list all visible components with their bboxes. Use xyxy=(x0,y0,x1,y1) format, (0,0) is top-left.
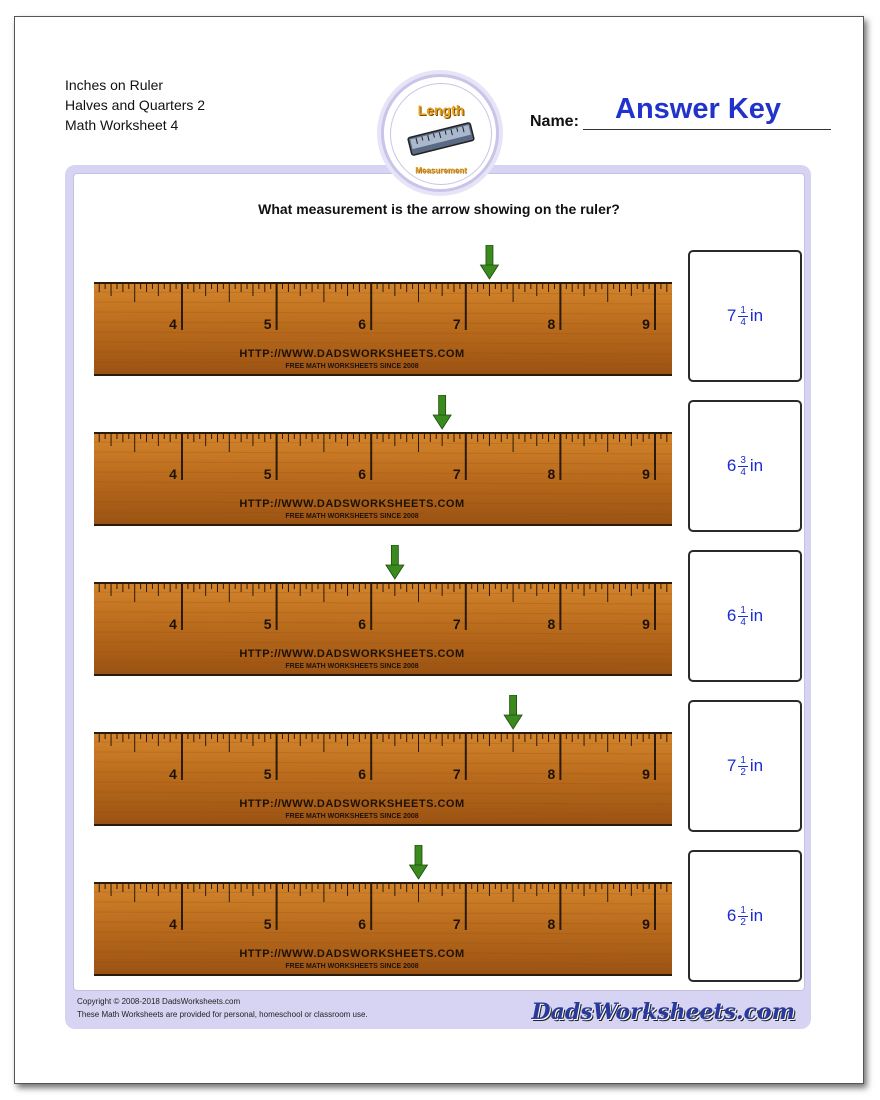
answer-value xyxy=(727,305,763,328)
answer-value xyxy=(727,755,763,778)
answer-fraction xyxy=(738,755,748,778)
ruler-problem-1 xyxy=(94,245,672,379)
ruler-number: 6 xyxy=(358,616,367,632)
answer-box-2 xyxy=(688,400,802,532)
ruler-number: 4 xyxy=(169,616,177,632)
ruler-number: 5 xyxy=(263,766,272,782)
name-label: Name: xyxy=(530,113,579,130)
answer-whole: 6 xyxy=(726,606,737,625)
ruler-number: 9 xyxy=(642,466,650,482)
ruler-number: 4 xyxy=(169,316,177,332)
answer-whole: 6 xyxy=(726,906,737,925)
ruler-tagline: FREE MATH WORKSHEETS SINCE 2008 xyxy=(285,963,419,970)
ruler-problem-4 xyxy=(94,695,672,829)
ruler-number: 6 xyxy=(358,766,367,782)
worksheet-title: Inches on Ruler xyxy=(65,77,164,93)
ruler-icon xyxy=(405,118,477,160)
copyright-text: Copyright © 2008-2018 DadsWorksheets.com xyxy=(77,997,241,1006)
ruler-problem-5 xyxy=(94,845,672,979)
ruler-tagline: FREE MATH WORKSHEETS SINCE 2008 xyxy=(285,363,419,370)
ruler-url: HTTP://WWW.DADSWORKSHEETS.COM xyxy=(239,648,465,660)
ruler-problem-2 xyxy=(94,395,672,529)
answer-whole: 6 xyxy=(726,456,737,475)
ruler-number: 5 xyxy=(263,616,272,632)
answer-value xyxy=(727,905,763,928)
ruler-number: 7 xyxy=(452,466,461,482)
answer-fraction xyxy=(738,605,748,628)
fraction-denominator: 2 xyxy=(740,916,746,928)
answer-unit: in xyxy=(749,306,764,325)
answer-key-label: Answer Key xyxy=(615,93,782,125)
answer-box-3 xyxy=(688,550,802,682)
answer-box-5 xyxy=(688,850,802,982)
ruler-tagline: FREE MATH WORKSHEETS SINCE 2008 xyxy=(285,663,419,670)
ruler-number: 9 xyxy=(642,766,650,782)
answer-unit: in xyxy=(749,456,764,475)
pointer-arrow-icon xyxy=(504,695,522,729)
name-line xyxy=(583,129,831,130)
ruler-number: 8 xyxy=(547,616,556,632)
answer-fraction xyxy=(738,905,748,928)
pointer-arrow-icon xyxy=(433,395,451,429)
length-measurement-logo xyxy=(381,74,499,192)
worksheet-number: Math Worksheet 4 xyxy=(65,117,179,133)
fraction-numerator: 1 xyxy=(740,754,746,766)
pointer-arrow-icon xyxy=(480,245,498,279)
ruler-number: 6 xyxy=(358,466,367,482)
fraction-denominator: 4 xyxy=(740,616,746,628)
worksheet-page xyxy=(14,16,864,1084)
ruler-number: 4 xyxy=(169,916,177,932)
answer-fraction xyxy=(738,305,748,328)
question-text: What measurement is the arrow showing on the ruler? xyxy=(258,201,620,217)
ruler-number: 9 xyxy=(642,616,650,632)
ruler-number: 7 xyxy=(452,766,461,782)
answer-whole: 7 xyxy=(726,756,737,775)
ruler-number: 4 xyxy=(169,466,177,482)
answer-unit: in xyxy=(749,606,764,625)
ruler-number: 5 xyxy=(263,316,272,332)
ruler-url: HTTP://WWW.DADSWORKSHEETS.COM xyxy=(239,348,465,360)
ruler-number: 6 xyxy=(358,916,367,932)
ruler-number: 8 xyxy=(547,916,556,932)
ruler-number: 4 xyxy=(169,766,177,782)
pointer-arrow-icon xyxy=(410,845,428,879)
fraction-numerator: 1 xyxy=(740,304,746,316)
ruler-number: 5 xyxy=(263,466,272,482)
worksheet-subtitle: Halves and Quarters 2 xyxy=(65,97,206,113)
answer-whole: 7 xyxy=(726,306,737,325)
ruler-number: 7 xyxy=(452,616,461,632)
logo-bottom-text: Measurement xyxy=(415,166,467,175)
fraction-denominator: 4 xyxy=(740,316,746,328)
ruler-number: 7 xyxy=(452,316,461,332)
ruler-number: 8 xyxy=(547,316,556,332)
logo-top-text: Length xyxy=(417,102,465,118)
ruler-number: 5 xyxy=(263,916,272,932)
problems-frame xyxy=(65,165,811,1029)
fraction-denominator: 4 xyxy=(740,466,746,478)
ruler-number: 7 xyxy=(452,916,461,932)
fraction-denominator: 2 xyxy=(740,766,746,778)
ruler-tagline: FREE MATH WORKSHEETS SINCE 2008 xyxy=(285,813,419,820)
answer-unit: in xyxy=(749,756,764,775)
ruler-number: 9 xyxy=(642,916,650,932)
ruler-number: 6 xyxy=(358,316,367,332)
ruler-url: HTTP://WWW.DADSWORKSHEETS.COM xyxy=(239,948,465,960)
ruler-number: 9 xyxy=(642,316,650,332)
fraction-numerator: 1 xyxy=(740,604,746,616)
dadsworksheets-brand: DadsWorksheets.com xyxy=(531,999,795,1025)
fraction-numerator: 3 xyxy=(740,454,746,466)
ruler-problem-3 xyxy=(94,545,672,679)
ruler-url: HTTP://WWW.DADSWORKSHEETS.COM xyxy=(239,498,465,510)
ruler-number: 8 xyxy=(547,766,556,782)
problems-area xyxy=(73,173,805,991)
fraction-numerator: 1 xyxy=(740,904,746,916)
ruler-number: 8 xyxy=(547,466,556,482)
answer-value xyxy=(727,455,763,478)
answer-box-4 xyxy=(688,700,802,832)
usage-note: These Math Worksheets are provided for personal, homeschool or classroom use. xyxy=(77,1010,368,1019)
answer-fraction xyxy=(738,455,748,478)
ruler-tagline: FREE MATH WORKSHEETS SINCE 2008 xyxy=(285,513,419,520)
ruler-url: HTTP://WWW.DADSWORKSHEETS.COM xyxy=(239,798,465,810)
answer-value xyxy=(727,605,763,628)
pointer-arrow-icon xyxy=(386,545,404,579)
answer-unit: in xyxy=(749,906,764,925)
answer-box-1 xyxy=(688,250,802,382)
